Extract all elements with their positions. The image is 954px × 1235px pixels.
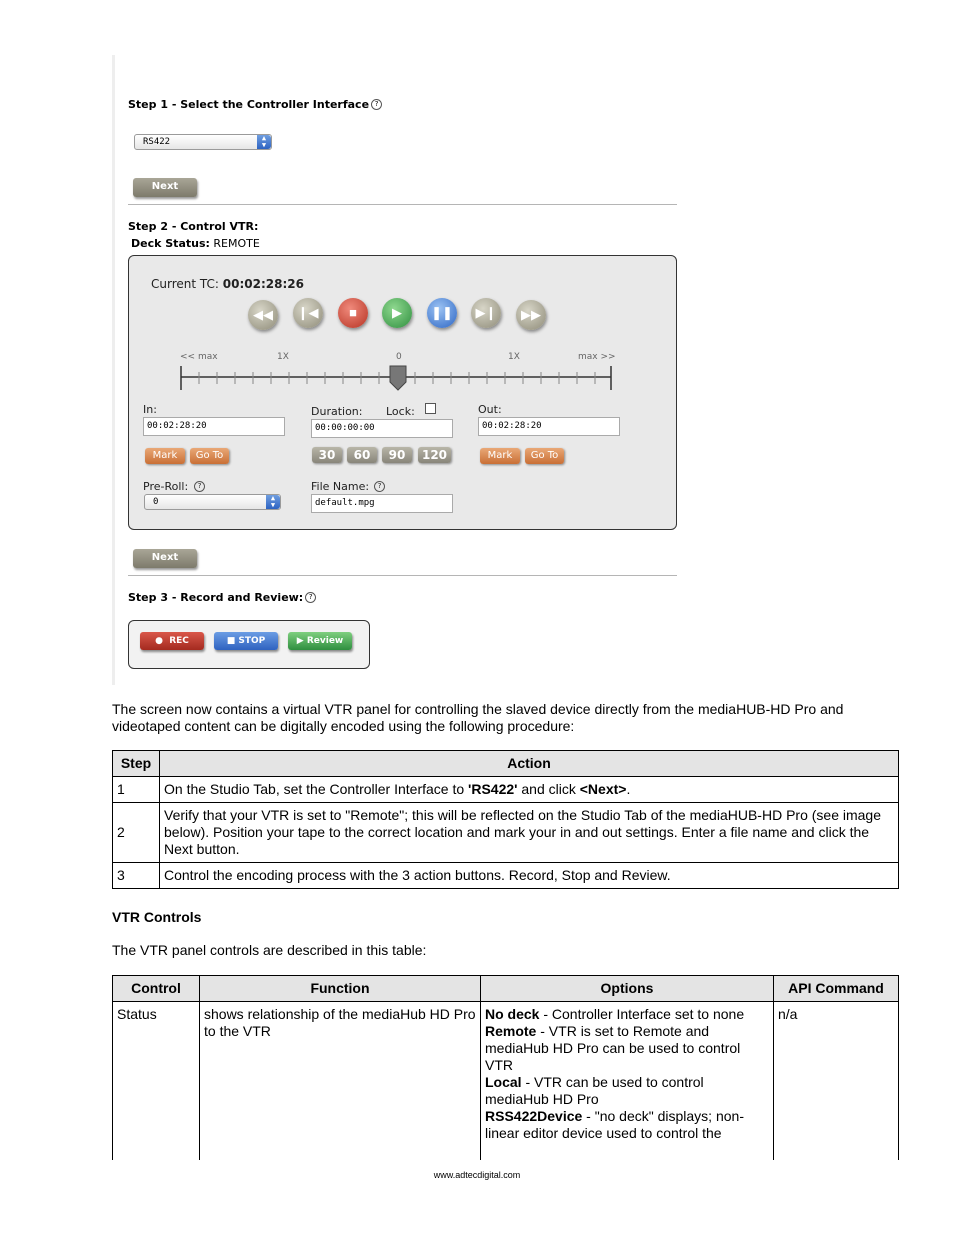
step-back-icon[interactable]: ❙◀ <box>293 298 323 328</box>
shuttle-label: 0 <box>396 352 402 362</box>
duration-30-button[interactable]: 30 <box>312 447 342 463</box>
step1-next-button[interactable]: Next <box>133 178 197 197</box>
options-cell <box>481 1002 774 1161</box>
step1-title-text: Step 1 - Select the Controller Interface <box>128 98 370 111</box>
intro-paragraph: The screen now contains a virtual VTR panel for controlling the slaved device directly from the mediaHUB-HD Pro and videotaped content can be digitally encoded using the following procedure: <box>112 701 844 734</box>
controller-interface-select[interactable] <box>134 134 272 150</box>
deck-status-value: REMOTE <box>213 237 260 250</box>
deck-status-label: Deck Status: <box>131 237 210 250</box>
vtr-controls-intro: The VTR panel controls are described in this table: <box>112 942 427 958</box>
help-icon[interactable]: ? <box>371 99 382 110</box>
duration-120-button[interactable]: 120 <box>418 447 451 463</box>
step-action: Verify that your VTR is set to "Remote"; this will be reflected on the Studio Tab of the mediaHUB-HD Pro (see image below). Position your tape to the correct location and mark your in and out settings. Enter a file name and click the Next button. <box>160 803 899 863</box>
stop-label: STOP <box>238 636 266 646</box>
step-action: Control the encoding process with the 3 action buttons. Record, Stop and Review. <box>160 863 899 889</box>
option-desc: - VTR is set to Remote and mediaHub HD Pro can be used to control VTR <box>485 1023 741 1073</box>
option-desc: - VTR can be used to control mediaHub HD Pro <box>485 1074 704 1107</box>
out-goto-button[interactable]: Go To <box>525 448 564 464</box>
out-label: Out: <box>478 403 502 416</box>
duration-90-button[interactable]: 90 <box>382 447 412 463</box>
out-mark-button[interactable]: Mark <box>480 448 520 464</box>
option-item <box>485 1006 769 1023</box>
duration-60-button[interactable]: 60 <box>347 447 377 463</box>
action-text: . <box>626 781 631 797</box>
table-row <box>113 777 899 803</box>
help-icon[interactable]: ? <box>194 481 205 492</box>
action-text: and click <box>517 781 580 797</box>
header-action: Action <box>160 751 899 777</box>
option-name: No deck <box>485 1006 540 1022</box>
step-number: 2 <box>113 803 160 863</box>
preroll-label-text: Pre-Roll: <box>143 480 189 493</box>
action-bold: 'RS422' <box>468 781 518 797</box>
shuttle-label: 1X <box>277 352 289 362</box>
controls-table <box>112 975 899 1160</box>
option-item <box>485 1023 769 1074</box>
table-header-row <box>113 751 899 777</box>
step3-title <box>128 591 316 604</box>
step-number: 1 <box>113 777 160 803</box>
option-desc: - "no deck" displays; non-linear editor device used to control the <box>485 1108 744 1141</box>
option-desc: - Controller Interface set to none <box>539 1006 745 1022</box>
table-header-row <box>113 976 899 1002</box>
step2-title: Step 2 - Control VTR: <box>128 220 259 233</box>
lock-checkbox[interactable] <box>425 403 436 414</box>
steps-table <box>112 750 899 889</box>
pause-icon[interactable]: ❚❚ <box>427 298 457 328</box>
step2-next-button[interactable]: Next <box>133 549 197 568</box>
help-icon[interactable]: ? <box>305 592 316 603</box>
header-step: Step <box>113 751 160 777</box>
deck-status <box>131 237 260 250</box>
in-label: In: <box>143 403 157 416</box>
function-cell: shows relationship of the mediaHub HD Pro to the VTR <box>200 1002 481 1161</box>
help-icon[interactable]: ? <box>374 481 385 492</box>
shuttle-label: << max <box>180 352 218 362</box>
footer-url: www.adtecdigital.com <box>433 1170 521 1180</box>
review-label: Review <box>306 636 344 646</box>
shuttle-label: 1X <box>508 352 520 362</box>
stop-square-icon: ■ <box>226 636 236 646</box>
table-row <box>113 1002 899 1161</box>
in-field[interactable]: 00:02:28:20 <box>143 417 285 436</box>
header-options: Options <box>481 976 774 1002</box>
select-arrows-icon: ▲ ▼ <box>257 135 271 149</box>
header-control: Control <box>113 976 200 1002</box>
step1-title <box>128 98 382 111</box>
step3-title-text: Step 3 - Record and Review: <box>128 591 304 604</box>
header-function: Function <box>200 976 481 1002</box>
stop-icon[interactable]: ■ <box>338 298 368 328</box>
duration-label: Duration: <box>311 405 363 418</box>
preroll-label <box>143 480 205 493</box>
current-tc-value: 00:02:28:26 <box>222 277 304 291</box>
select-arrows-icon: ▲ ▼ <box>266 495 280 509</box>
in-mark-button[interactable]: Mark <box>145 448 185 464</box>
duration-field[interactable]: 00:00:00:00 <box>311 419 453 438</box>
review-button[interactable] <box>288 632 352 650</box>
play-triangle-icon: ▶ <box>296 636 304 646</box>
filename-field[interactable]: default.mpg <box>311 494 453 513</box>
slider-thumb-icon <box>390 366 406 390</box>
filename-label <box>311 480 385 493</box>
action-text: On the Studio Tab, set the Controller Interface to <box>164 781 469 797</box>
vtr-controls-heading: VTR Controls <box>112 909 202 925</box>
current-tc <box>151 277 304 291</box>
filename-label-text: File Name: <box>311 480 370 493</box>
in-goto-button[interactable]: Go To <box>190 448 229 464</box>
lock-label: Lock: <box>386 405 415 418</box>
play-icon[interactable]: ▶ <box>382 298 412 328</box>
rewind-icon[interactable]: ◀◀ <box>248 300 278 330</box>
option-name: RSS422Device <box>485 1108 583 1124</box>
action-bold: <Next> <box>579 781 627 797</box>
rec-label: REC <box>169 636 189 646</box>
divider <box>128 575 677 576</box>
step-forward-icon[interactable]: ▶❙ <box>471 298 501 328</box>
shuttle-slider[interactable] <box>178 364 614 394</box>
stop-button[interactable] <box>214 632 278 650</box>
option-name: Local <box>485 1074 522 1090</box>
current-tc-label: Current TC: <box>151 277 219 291</box>
screenshot-edge <box>112 55 115 685</box>
preroll-select[interactable] <box>144 494 281 510</box>
table-row <box>113 803 899 863</box>
fast-forward-icon[interactable]: ▶▶ <box>516 300 546 330</box>
preroll-value: 0 <box>153 497 159 507</box>
out-field[interactable]: 00:02:28:20 <box>478 417 620 436</box>
control-cell: Status <box>113 1002 200 1161</box>
option-item <box>485 1108 769 1142</box>
controller-interface-value: RS422 <box>143 137 171 147</box>
rec-button[interactable] <box>140 632 204 650</box>
step-number: 3 <box>113 863 160 889</box>
header-api: API Command <box>774 976 899 1002</box>
shuttle-label: max >> <box>578 352 616 362</box>
api-cell: n/a <box>774 1002 899 1161</box>
controls-table-clip <box>112 975 899 1160</box>
step-action <box>160 777 899 803</box>
divider <box>128 204 677 205</box>
option-name: Remote <box>485 1023 537 1039</box>
record-dot-icon: ● <box>155 636 163 646</box>
option-item <box>485 1074 769 1108</box>
table-row <box>113 863 899 889</box>
